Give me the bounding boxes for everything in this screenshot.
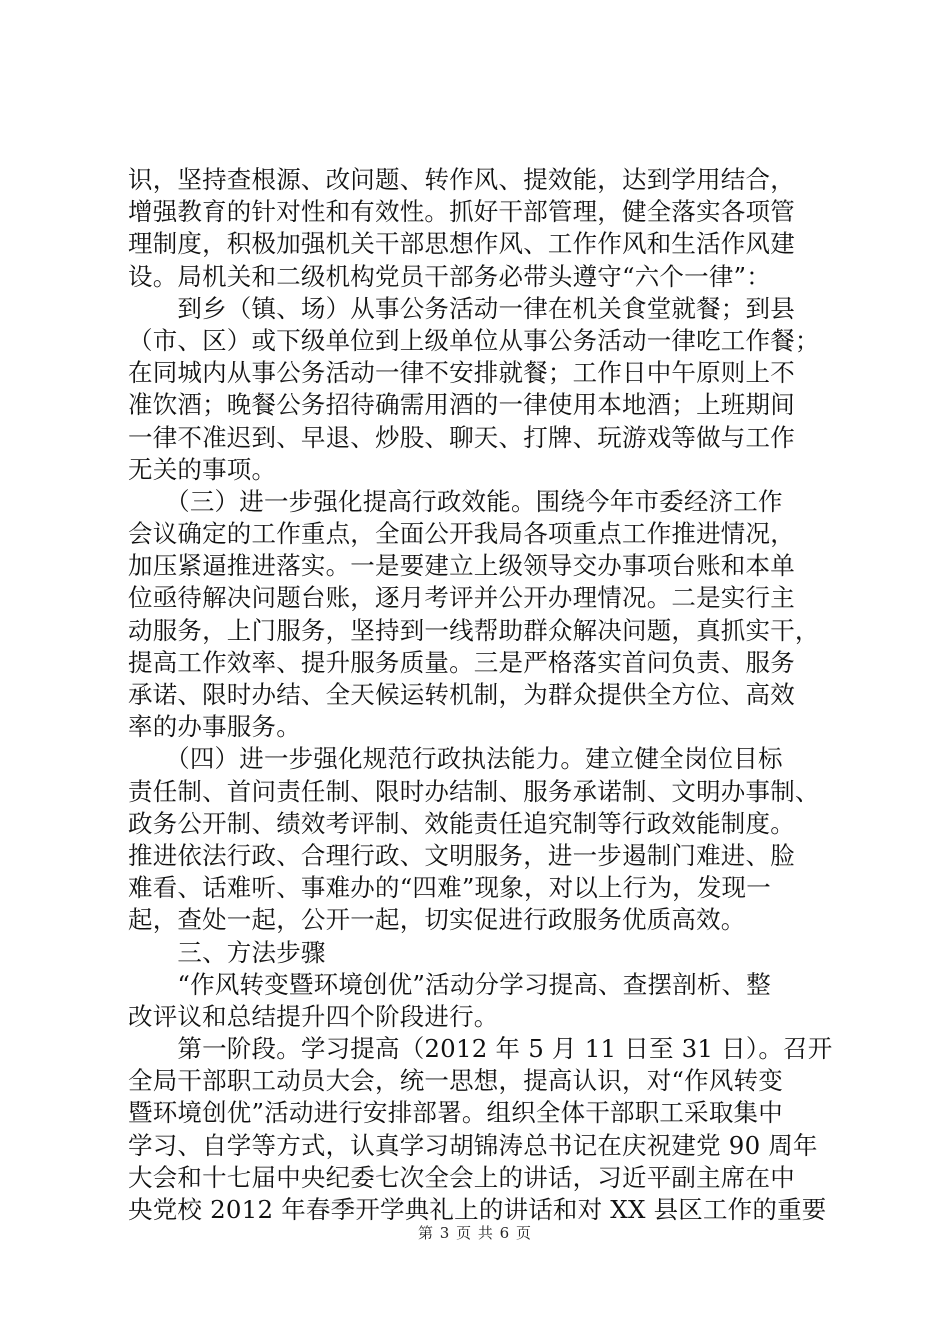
- text-line: 三、方法步骤: [128, 937, 326, 967]
- text-line: （三）进一步强化提高行政效能。围绕今年市委经济工作: [128, 486, 783, 516]
- text-line: 率的办事服务。: [128, 712, 301, 742]
- document-body: [128, 164, 840, 1226]
- text-line: 央党校 2012 年春季开学典礼上的讲话和对 XX 县区工作的重要: [128, 1195, 827, 1224]
- text-line: 改评议和总结提升四个阶段进行。: [128, 1001, 499, 1031]
- text-line: 起，查处一起，公开一起，切实促进行政服务优质高效。: [128, 905, 746, 935]
- text-line: 理制度，积极加强机关干部思想作风、工作作风和生活作风建: [128, 229, 795, 259]
- text-line: 动服务，上门服务，坚持到一线帮助群众解决问题，真抓实干，: [128, 615, 820, 645]
- text-line: 设。局机关和二级机构党员干部务必带头遵守“六个一律”：: [128, 261, 771, 291]
- text-line: 第一阶段。学习提高（2012 年 5 月 11 日至 31 日）。召开: [128, 1034, 833, 1064]
- text-line: （四）进一步强化规范行政执法能力。建立健全岗位目标: [128, 744, 783, 774]
- text-line: 承诺、限时办结、全天候运转机制，为群众提供全方位、高效: [128, 680, 795, 709]
- text-line: 推进依法行政、合理行政、文明服务，进一步遏制门难进、脸: [128, 840, 795, 870]
- text-line: “作风转变暨环境创优”活动分学习提高、查摆剖析、整: [128, 969, 771, 999]
- text-line: 位亟待解决问题台账，逐月考评并公开办理情况。二是实行主: [128, 583, 795, 613]
- text-line: 政务公开制、绩效考评制、效能责任追究制等行政效能制度。: [128, 808, 795, 838]
- text-line: （市、区）或下级单位到上级单位从事公务活动一律吃工作餐；: [128, 325, 820, 355]
- text-line: 暨环境创优”活动进行安排部署。组织全体干部职工采取集中: [128, 1098, 783, 1128]
- text-line: 在同城内从事公务活动一律不安排就餐；工作日中午原则上不: [128, 358, 795, 388]
- text-line: 增强教育的针对性和有效性。抓好干部管理，健全落实各项管: [128, 197, 795, 227]
- text-line: 提高工作效率、提升服务质量。三是严格落实首问负责、服务: [128, 647, 795, 677]
- text-line: 学习、自学等方式，认真学习胡锦涛总书记在庆祝建党 90 周年: [128, 1130, 818, 1160]
- text-line: 识，坚持查根源、改问题、转作风、提效能，达到学用结合，: [128, 165, 795, 194]
- text-line: 准饮酒；晚餐公务招待确需用酒的一律使用本地酒；上班期间: [128, 390, 795, 420]
- text-line: 责任制、首问责任制、限时办结制、服务承诺制、文明办事制、: [128, 776, 820, 806]
- page-footer: 第 3 页 共 6 页: [418, 1224, 532, 1242]
- text-line: 一律不准迟到、早退、炒股、聊天、打牌、玩游戏等做与工作: [128, 422, 795, 452]
- text-line: 大会和十七届中央纪委七次全会上的讲话，习近平副主席在中: [128, 1162, 795, 1192]
- text-line: 全局干部职工动员大会，统一思想，提高认识，对“作风转变: [128, 1066, 783, 1096]
- text-line: 到乡（镇、场）从事公务活动一律在机关食堂就餐；到县: [128, 293, 795, 323]
- text-line: 难看、话难听、事难办的“四难”现象，对以上行为，发现一: [128, 873, 771, 903]
- text-line: 加压紧逼推进落实。一是要建立上级领导交办事项台账和本单: [128, 551, 795, 581]
- text-line: 会议确定的工作重点，全面公开我局各项重点工作推进情况，: [128, 519, 795, 549]
- text-line: 无关的事项。: [128, 454, 277, 484]
